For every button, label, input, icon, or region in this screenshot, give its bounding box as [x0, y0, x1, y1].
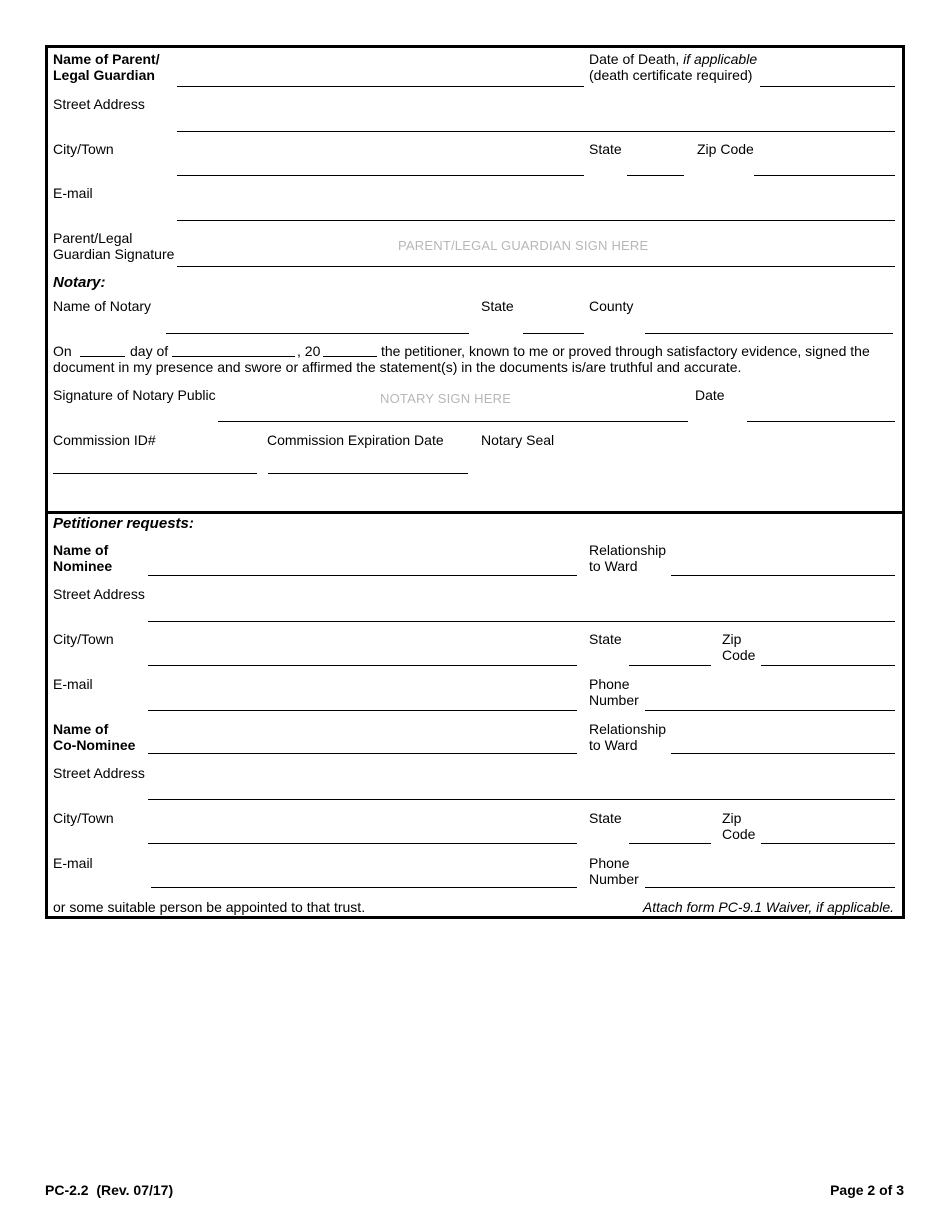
nominee-state-field[interactable]: [629, 665, 711, 666]
notary-name-label: Name of Notary: [53, 298, 152, 314]
page-number: Page 2 of 3: [830, 1182, 904, 1198]
guardian-state-label: State: [589, 141, 622, 157]
date-of-death-label: Date of Death, if applicable (death certificate required): [589, 51, 758, 83]
conominee-phone-label: Phone Number: [589, 855, 639, 887]
petitioner-heading: Petitioner requests:: [53, 515, 194, 532]
nominee-phone-label: Phone Number: [589, 676, 639, 708]
guardian-name-label: Name of Parent/ Legal Guardian: [53, 51, 160, 83]
notary-statement-2: document in my presence and swore or affirmed the statement(s) in the documents is/are truthful and accurate.: [53, 359, 742, 375]
guardian-zip-field[interactable]: [754, 175, 895, 176]
guardian-street-label: Street Address: [53, 96, 145, 112]
notary-name-field[interactable]: [166, 333, 469, 334]
nominee-state-label: State: [589, 631, 622, 647]
conominee-phone-field[interactable]: [645, 887, 895, 888]
nominee-city-field[interactable]: [148, 665, 577, 666]
conominee-name-label: Name of Co-Nominee: [53, 721, 136, 753]
notary-statement-1: the petitioner, known to me or proved through satisfactory evidence, signed the: [381, 343, 870, 359]
notary-year-field[interactable]: [323, 356, 377, 357]
suitable-person-text: or some suitable person be appointed to that trust.: [53, 899, 366, 915]
nominee-zip-field[interactable]: [761, 665, 895, 666]
guardian-name-field[interactable]: [177, 86, 584, 87]
conominee-state-field[interactable]: [629, 843, 711, 844]
notary-on-text: On: [53, 343, 72, 359]
guardian-zip-label: Zip Code: [697, 141, 754, 157]
commission-expiration-field[interactable]: [268, 473, 468, 474]
nominee-name-label: Name of Nominee: [53, 542, 113, 574]
nominee-city-label: City/Town: [53, 631, 114, 647]
conominee-city-label: City/Town: [53, 810, 114, 826]
commission-id-field[interactable]: [53, 473, 257, 474]
notary-date-field[interactable]: [747, 421, 895, 422]
notary-month-field[interactable]: [172, 356, 295, 357]
nominee-email-label: E-mail: [53, 676, 93, 692]
notary-sign-here-hint: NOTARY SIGN HERE: [380, 391, 512, 406]
guardian-signature-label: Parent/Legal Guardian Signature: [53, 230, 175, 262]
notary-signature-field[interactable]: [218, 421, 688, 422]
notary-heading: Notary:: [53, 274, 106, 291]
guardian-signature-field[interactable]: [177, 266, 895, 267]
form-id: PC-2.2 (Rev. 07/17): [45, 1182, 174, 1198]
conominee-name-field[interactable]: [148, 753, 577, 754]
nominee-street-label: Street Address: [53, 586, 145, 602]
guardian-state-field[interactable]: [627, 175, 684, 176]
guardian-email-label: E-mail: [53, 185, 93, 201]
commission-id-label: Commission ID#: [53, 432, 156, 448]
guardian-notary-section: [45, 45, 905, 514]
conominee-city-field[interactable]: [148, 843, 577, 844]
notary-day-of-text: day of: [130, 343, 169, 359]
nominee-relationship-field[interactable]: [671, 575, 895, 576]
attach-waiver-note: Attach form PC-9.1 Waiver, if applicable.: [642, 899, 894, 915]
notary-year-text: , 20: [297, 343, 321, 359]
nominee-street-field[interactable]: [148, 621, 895, 622]
conominee-state-label: State: [589, 810, 622, 826]
notary-seal-label: Notary Seal: [481, 432, 555, 448]
conominee-street-field[interactable]: [148, 799, 895, 800]
nominee-name-field[interactable]: [148, 575, 577, 576]
conominee-relationship-label: Relationship to Ward: [589, 721, 667, 753]
notary-date-label: Date: [695, 387, 725, 403]
notary-county-label: County: [589, 298, 634, 314]
guardian-city-field[interactable]: [177, 175, 584, 176]
nominee-relationship-label: Relationship to Ward: [589, 542, 667, 574]
nominee-zip-label: Zip Code: [722, 631, 756, 663]
notary-county-field[interactable]: [645, 333, 893, 334]
conominee-email-field[interactable]: [151, 887, 577, 888]
guardian-city-label: City/Town: [53, 141, 114, 157]
petitioner-section: [45, 511, 905, 919]
date-of-death-field[interactable]: [760, 86, 895, 87]
commission-expiration-label: Commission Expiration Date: [267, 432, 444, 448]
guardian-street-field[interactable]: [177, 131, 895, 132]
guardian-sign-here-hint: PARENT/LEGAL GUARDIAN SIGN HERE: [398, 238, 649, 253]
conominee-email-label: E-mail: [53, 855, 93, 871]
conominee-zip-label: Zip Code: [722, 810, 756, 842]
notary-signature-label: Signature of Notary Public: [53, 387, 216, 403]
notary-day-field[interactable]: [80, 356, 125, 357]
conominee-zip-field[interactable]: [761, 843, 895, 844]
notary-state-label: State: [481, 298, 514, 314]
conominee-street-label: Street Address: [53, 765, 145, 781]
nominee-phone-field[interactable]: [645, 710, 895, 711]
conominee-relationship-field[interactable]: [671, 753, 895, 754]
notary-state-field[interactable]: [523, 333, 584, 334]
guardian-email-field[interactable]: [177, 220, 895, 221]
nominee-email-field[interactable]: [148, 710, 577, 711]
